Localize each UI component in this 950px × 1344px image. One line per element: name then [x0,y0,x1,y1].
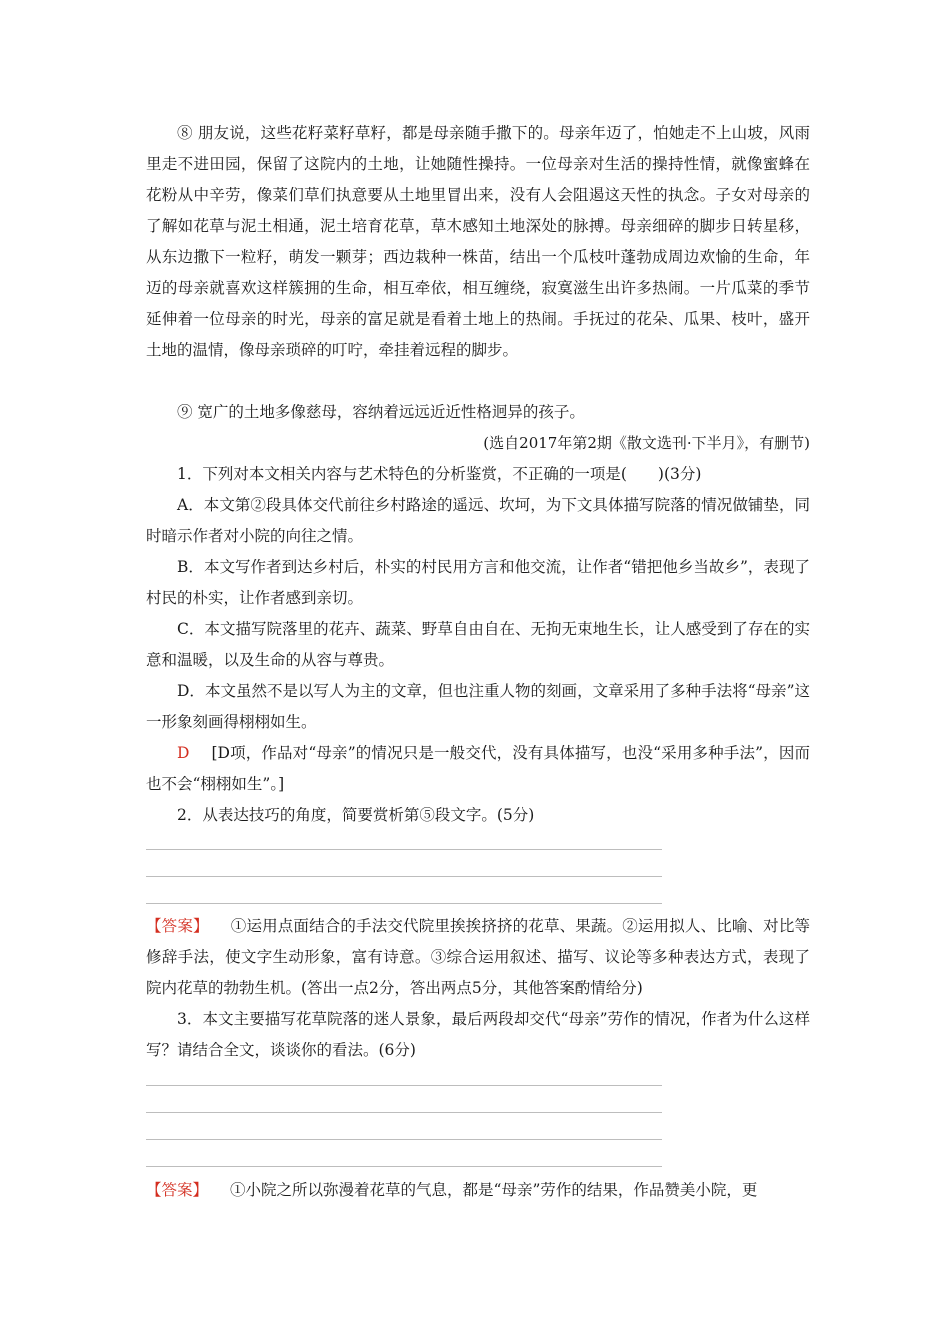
answer-tag: 【答案】 [146,917,209,935]
answer-line [146,849,662,850]
answer-line [146,876,662,877]
answer-line [146,1166,662,1167]
question-1-option-c: C．本文描写院落里的花卉、蔬菜、野草自由自在、无拘无束地生长，让人感受到了存在的实意和温暖，以及生命的从容与尊贵。 [146,620,810,669]
question-1-option-d: D．本文虽然不是以写人为主的文章，但也注重人物的刻画，文章采用了多种手法将“母亲”这一形象刻画得栩栩如生。 [146,682,810,731]
question-1-option-a: A．本文第②段具体交代前往乡村路途的遥远、坎坷，为下文具体描写院落的情况做铺垫，同时暗示作者对小院的向往之情。 [146,496,810,545]
answer-letter: D [177,744,190,762]
source-citation: (选自2017年第2期《散文选刊·下半月》，有删节) [483,434,810,452]
question-1-option-b: B．本文写作者到达乡村后，朴实的村民用方言和他交流，让作者“错把他乡当故乡”，表现了村民的朴实，让作者感到亲切。 [146,558,810,607]
question-2-stem: 2．从表达技巧的角度，简要赏析第⑤段文字。(5分) [177,806,535,824]
answer-text: ①小院之所以弥漫着花草的气息，都是“母亲”劳作的结果，作品赞美小院，更 [230,1181,758,1199]
answer-line [146,1085,662,1086]
answer-line [146,903,662,904]
question-3-answer [146,1175,810,1206]
answer-tag: 【答案】 [146,1181,209,1199]
paragraph-8: ⑧ 朋友说，这些花籽菜籽草籽，都是母亲随手撒下的。母亲年迈了，怕她走不上山坡，风雨里走不进田园，保留了这院内的土地，让她随性操持。一位母亲对生活的操持性情，就像蜜蜂在花粉从中辛劳，像菜们草们执意要从土地里冒出来，没有人会阻遏这天性的执念。子女对母亲的了解如花草与泥土相通，泥土培育花草，草木感知土地深处的脉搏。母亲细碎的脚步日转星移，从东边撒下一粒籽，萌发一颗芽；西边栽种一株苗，结出一个瓜枝叶蓬勃成周边欢愉的生命，年迈的母亲就喜欢这样簇拥的生命，相互牵依，相互缠绕，寂寞滋生出许多热闹。一片瓜菜的季节延伸着一位母亲的时光，母亲的富足就是看着土地上的热闹。手抚过的花朵、瓜果、枝叶，盛开土地的温情，像母亲琐碎的叮咛，牵挂着远程的脚步。 [146,124,810,359]
question-3-stem: 3．本文主要描写花草院落的迷人景象，最后两段却交代“母亲”劳作的情况，作者为什么这样写？请结合全文，谈谈你的看法。(6分) [146,1010,810,1059]
question-2-answer [146,911,810,1004]
answer-text: ①运用点面结合的手法交代院里挨挨挤挤的花草、果蔬。②运用拟人、比喻、对比等修辞手法，使文字生动形象，富有诗意。③综合运用叙述、描写、议论等多种表达方式，表现了院内花草的勃勃生机。(答出一点2分，答出两点5分，其他答案酌情给分) [146,917,810,997]
answer-line [146,1139,662,1140]
answer-explanation: [D项，作品对“母亲”的情况只是一般交代，没有具体描写，也没“采用多种手法”，因而也不会“栩栩如生”。] [146,744,810,793]
answer-line [146,1112,662,1113]
question-1-stem: 1．下列对本文相关内容与艺术特色的分析鉴赏，不正确的一项是( )(3分) [177,465,702,483]
paragraph-9: ⑨ 宽广的土地多像慈母，容纳着远远近近性格迥异的孩子。 [177,403,585,421]
question-1-answer [146,738,810,800]
